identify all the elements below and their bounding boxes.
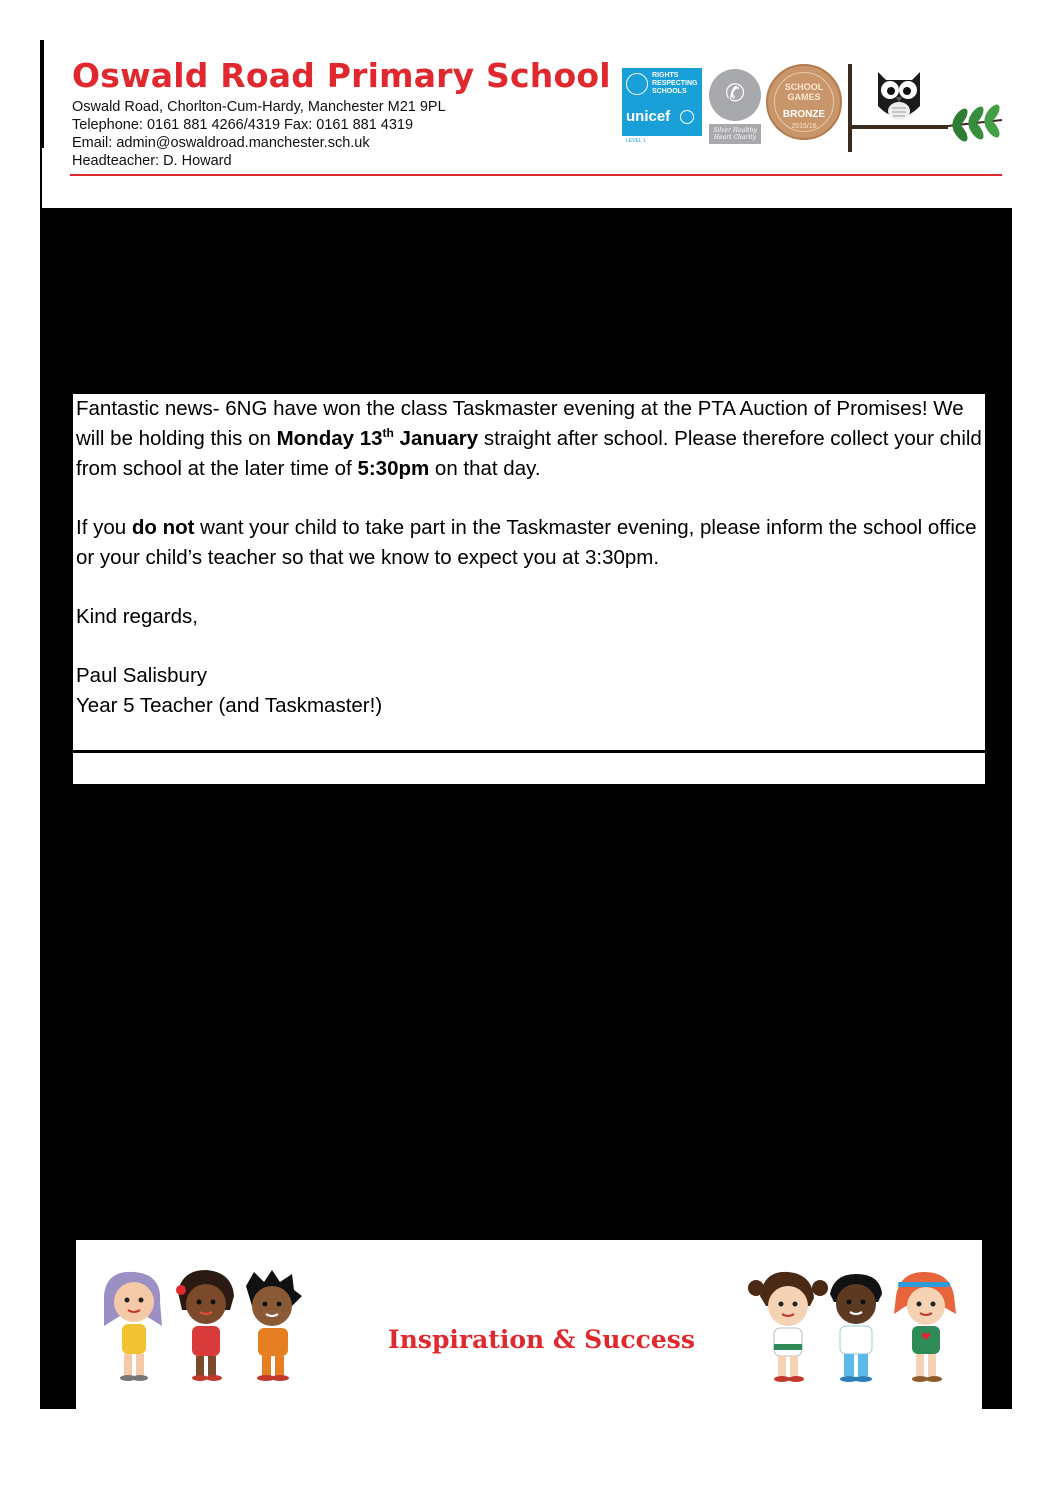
letter-footer-strip (73, 753, 985, 784)
emphasis-do-not: do not (131, 516, 195, 539)
headteacher: Headteacher: D. Howard (72, 153, 232, 169)
signature-name: Paul Salisbury (76, 664, 208, 687)
school-games-title: SCHOOL GAMES (784, 82, 824, 102)
letter-text: Fantastic news- 6NG have won the class Taskmaster evening at the PTA Auction of Promises! We will be holding this on (76, 397, 964, 450)
school-games-bronze-logo (766, 64, 842, 140)
header-left-bar (40, 40, 44, 148)
letter-paragraph-2 (76, 513, 985, 573)
school-name: Oswald Road Primary School (72, 56, 611, 95)
school-email: Email: admin@oswaldroad.manchester.sch.uk (72, 135, 370, 151)
rrs-level: LEVEL 1 (626, 138, 646, 144)
collection-time: 5:30pm (357, 457, 430, 480)
school-games-award: BRONZE (782, 109, 826, 120)
unicef-emblem-icon (680, 110, 694, 124)
rights-respecting-schools-logo (622, 68, 702, 144)
leaves-icon (946, 104, 1004, 144)
redacted-panel (40, 208, 1012, 1409)
letter-text: want your child to take part in the Taskmaster evening, please inform the school office or your child’s teacher so that we know to expect you at 3:30pm. (76, 516, 977, 569)
signature-role: Year 5 Teacher (and Taskmaster!) (76, 694, 383, 717)
sport-award-logo (709, 69, 761, 121)
children-illustration-right (746, 1266, 966, 1388)
event-date-day: Monday 13 (276, 427, 383, 450)
rrs-logo-text: RIGHTS RESPECTING SCHOOLS (652, 72, 698, 95)
people-icon: ✆ (724, 80, 746, 107)
branch-post (848, 64, 852, 152)
school-motto: Inspiration & Success (388, 1325, 695, 1354)
event-date (277, 427, 479, 450)
letter-text: on that day. (429, 457, 541, 480)
letter-text: straight after school. Please therefore collect your child from school at the later time of (76, 427, 982, 480)
unicef-wordmark: unicef (626, 108, 671, 125)
sport-award-caption: Silver Healthy Heart Charity (709, 124, 761, 144)
letter-closing: Kind regards, (76, 605, 198, 628)
letter-paragraph-1 (76, 394, 985, 484)
contact-block (72, 98, 446, 170)
globe-icon (626, 73, 648, 95)
letter-body (73, 394, 985, 752)
owl-icon (870, 66, 928, 126)
date-ordinal: th (382, 426, 394, 440)
children-illustration-left (96, 1266, 312, 1384)
school-telephone: Telephone: 0161 881 4266/4319 Fax: 0161 881 4319 (72, 117, 414, 133)
event-date-month: January (393, 427, 479, 450)
school-address: Oswald Road, Chorlton-Cum-Hardy, Manchester M21 9PL (72, 99, 446, 115)
school-games-year: 2015/16 (791, 123, 817, 130)
header-left-bar-lower (40, 148, 42, 208)
header-divider (70, 174, 1002, 176)
letter-text: If you (76, 516, 132, 539)
